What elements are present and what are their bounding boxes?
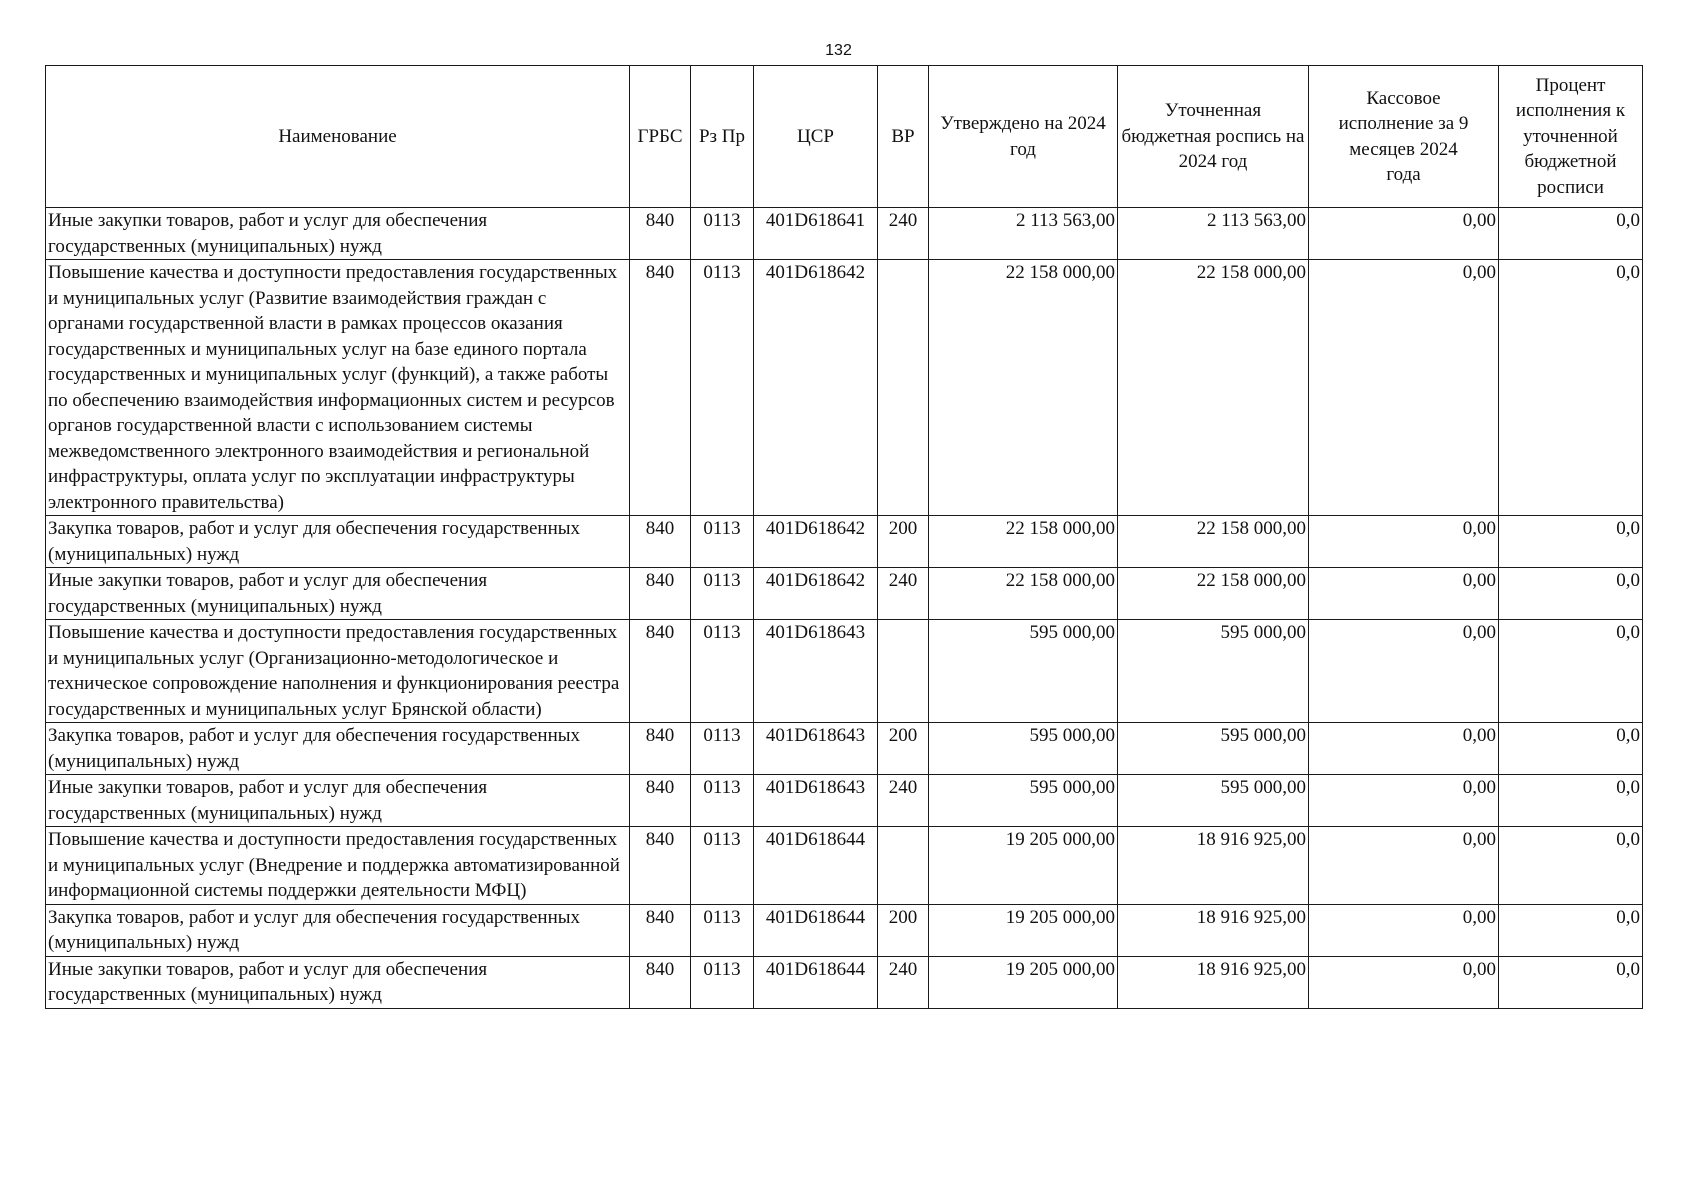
cell-rzpr: 0113 (691, 904, 754, 956)
cell-name: Повышение качества и доступности предоставления государственных и муниципальных услуг (Организационно-методологическое и техническое сопровождение наполнения и функционирования реестра государственных и муниципальных услуг Брянской области) (46, 620, 630, 723)
cell-vr: 200 (878, 723, 929, 775)
cell-clarified: 18 916 925,00 (1118, 956, 1309, 1008)
cell-percent: 0,0 (1499, 827, 1643, 905)
cell-cash: 0,00 (1309, 568, 1499, 620)
cell-cash: 0,00 (1309, 260, 1499, 516)
cell-grbs: 840 (630, 827, 691, 905)
cell-vr: 240 (878, 775, 929, 827)
header-rzpr: Рз Пр (691, 66, 754, 208)
table-row (46, 260, 1643, 516)
table-row (46, 956, 1643, 1008)
cell-cash: 0,00 (1309, 620, 1499, 723)
cell-approved: 22 158 000,00 (929, 568, 1118, 620)
cell-grbs: 840 (630, 260, 691, 516)
cell-rzpr: 0113 (691, 620, 754, 723)
cell-approved: 19 205 000,00 (929, 827, 1118, 905)
cell-grbs: 840 (630, 723, 691, 775)
cell-vr (878, 620, 929, 723)
table-row (46, 568, 1643, 620)
cell-name: Закупка товаров, работ и услуг для обеспечения государственных (муниципальных) нужд (46, 723, 630, 775)
cell-approved: 595 000,00 (929, 775, 1118, 827)
cell-csr: 401D618644 (754, 827, 878, 905)
cell-csr: 401D618643 (754, 775, 878, 827)
cell-vr: 240 (878, 568, 929, 620)
cell-approved: 2 113 563,00 (929, 208, 1118, 260)
cell-cash: 0,00 (1309, 775, 1499, 827)
cell-rzpr: 0113 (691, 723, 754, 775)
cell-grbs: 840 (630, 208, 691, 260)
table-row (46, 620, 1643, 723)
cell-grbs: 840 (630, 956, 691, 1008)
header-csr: ЦСР (754, 66, 878, 208)
cell-approved: 19 205 000,00 (929, 956, 1118, 1008)
header-cash: Кассовое исполнение за 9 месяцев 2024 года (1309, 66, 1499, 208)
cell-percent: 0,0 (1499, 956, 1643, 1008)
cell-cash: 0,00 (1309, 723, 1499, 775)
header-grbs: ГРБС (630, 66, 691, 208)
cell-clarified: 2 113 563,00 (1118, 208, 1309, 260)
table-row (46, 516, 1643, 568)
cell-csr: 401D618642 (754, 516, 878, 568)
cell-clarified: 595 000,00 (1118, 620, 1309, 723)
table-row (46, 723, 1643, 775)
cell-csr: 401D618643 (754, 620, 878, 723)
cell-cash: 0,00 (1309, 208, 1499, 260)
cell-name: Иные закупки товаров, работ и услуг для обеспечения государственных (муниципальных) нужд (46, 208, 630, 260)
cell-csr: 401D618642 (754, 568, 878, 620)
cell-percent: 0,0 (1499, 775, 1643, 827)
cell-name: Иные закупки товаров, работ и услуг для обеспечения государственных (муниципальных) нужд (46, 568, 630, 620)
cell-rzpr: 0113 (691, 775, 754, 827)
cell-rzpr: 0113 (691, 208, 754, 260)
cell-grbs: 840 (630, 904, 691, 956)
cell-percent: 0,0 (1499, 208, 1643, 260)
cell-cash: 0,00 (1309, 904, 1499, 956)
cell-percent: 0,0 (1499, 568, 1643, 620)
cell-clarified: 22 158 000,00 (1118, 516, 1309, 568)
cell-grbs: 840 (630, 775, 691, 827)
cell-name: Иные закупки товаров, работ и услуг для обеспечения государственных (муниципальных) нужд (46, 775, 630, 827)
cell-approved: 595 000,00 (929, 723, 1118, 775)
cell-cash: 0,00 (1309, 827, 1499, 905)
cell-approved: 22 158 000,00 (929, 516, 1118, 568)
cell-vr (878, 260, 929, 516)
cell-csr: 401D618641 (754, 208, 878, 260)
cell-name: Повышение качества и доступности предоставления государственных и муниципальных услуг (Внедрение и поддержка автоматизированной информационной системы поддержки деятельности МФЦ) (46, 827, 630, 905)
cell-grbs: 840 (630, 620, 691, 723)
header-percent: Процент исполнения к уточненной бюджетной росписи (1499, 66, 1643, 208)
cell-csr: 401D618644 (754, 904, 878, 956)
cell-clarified: 18 916 925,00 (1118, 904, 1309, 956)
cell-grbs: 840 (630, 516, 691, 568)
cell-vr: 240 (878, 208, 929, 260)
header-row (46, 66, 1643, 208)
header-name: Наименование (46, 66, 630, 208)
cell-rzpr: 0113 (691, 827, 754, 905)
cell-percent: 0,0 (1499, 260, 1643, 516)
cell-clarified: 595 000,00 (1118, 775, 1309, 827)
table-row (46, 208, 1643, 260)
cell-grbs: 840 (630, 568, 691, 620)
header-approved: Утверждено на 2024 год (929, 66, 1118, 208)
cell-name: Закупка товаров, работ и услуг для обеспечения государственных (муниципальных) нужд (46, 516, 630, 568)
cell-vr: 200 (878, 904, 929, 956)
cell-vr (878, 827, 929, 905)
cell-vr: 240 (878, 956, 929, 1008)
table-row (46, 827, 1643, 905)
cell-name: Иные закупки товаров, работ и услуг для обеспечения государственных (муниципальных) нужд (46, 956, 630, 1008)
cell-csr: 401D618643 (754, 723, 878, 775)
header-vr: ВР (878, 66, 929, 208)
cell-rzpr: 0113 (691, 956, 754, 1008)
cell-name: Повышение качества и доступности предоставления государственных и муниципальных услуг (Развитие взаимодействия граждан с органами государственной власти в рамках процессов оказания государственных и муниципальных услуг на базе единого портала государственных и муниципальных услуг (функций), а также работы по обеспечению взаимодействия информационных систем и ресурсов органов государственной власти с использованием системы межведомственного электронного взаимодействия и региональной инфраструктуры, оплата услуг по эксплуатации инфраструктуры электронного правительства) (46, 260, 630, 516)
cell-clarified: 595 000,00 (1118, 723, 1309, 775)
cell-name: Закупка товаров, работ и услуг для обеспечения государственных (муниципальных) нужд (46, 904, 630, 956)
cell-approved: 19 205 000,00 (929, 904, 1118, 956)
cell-clarified: 22 158 000,00 (1118, 260, 1309, 516)
table-header (46, 66, 1643, 208)
cell-clarified: 18 916 925,00 (1118, 827, 1309, 905)
cell-rzpr: 0113 (691, 516, 754, 568)
cell-cash: 0,00 (1309, 516, 1499, 568)
cell-approved: 22 158 000,00 (929, 260, 1118, 516)
cell-approved: 595 000,00 (929, 620, 1118, 723)
cell-percent: 0,0 (1499, 723, 1643, 775)
cell-vr: 200 (878, 516, 929, 568)
header-clarified: Уточненная бюджетная роспись на 2024 год (1118, 66, 1309, 208)
table-row (46, 904, 1643, 956)
cell-percent: 0,0 (1499, 904, 1643, 956)
cell-percent: 0,0 (1499, 516, 1643, 568)
table-row (46, 775, 1643, 827)
cell-percent: 0,0 (1499, 620, 1643, 723)
page-number: 132 (825, 42, 852, 59)
cell-csr: 401D618644 (754, 956, 878, 1008)
cell-csr: 401D618642 (754, 260, 878, 516)
table-body (46, 208, 1643, 1009)
cell-rzpr: 0113 (691, 260, 754, 516)
cell-rzpr: 0113 (691, 568, 754, 620)
cell-clarified: 22 158 000,00 (1118, 568, 1309, 620)
cell-cash: 0,00 (1309, 956, 1499, 1008)
budget-table (45, 65, 1643, 1009)
